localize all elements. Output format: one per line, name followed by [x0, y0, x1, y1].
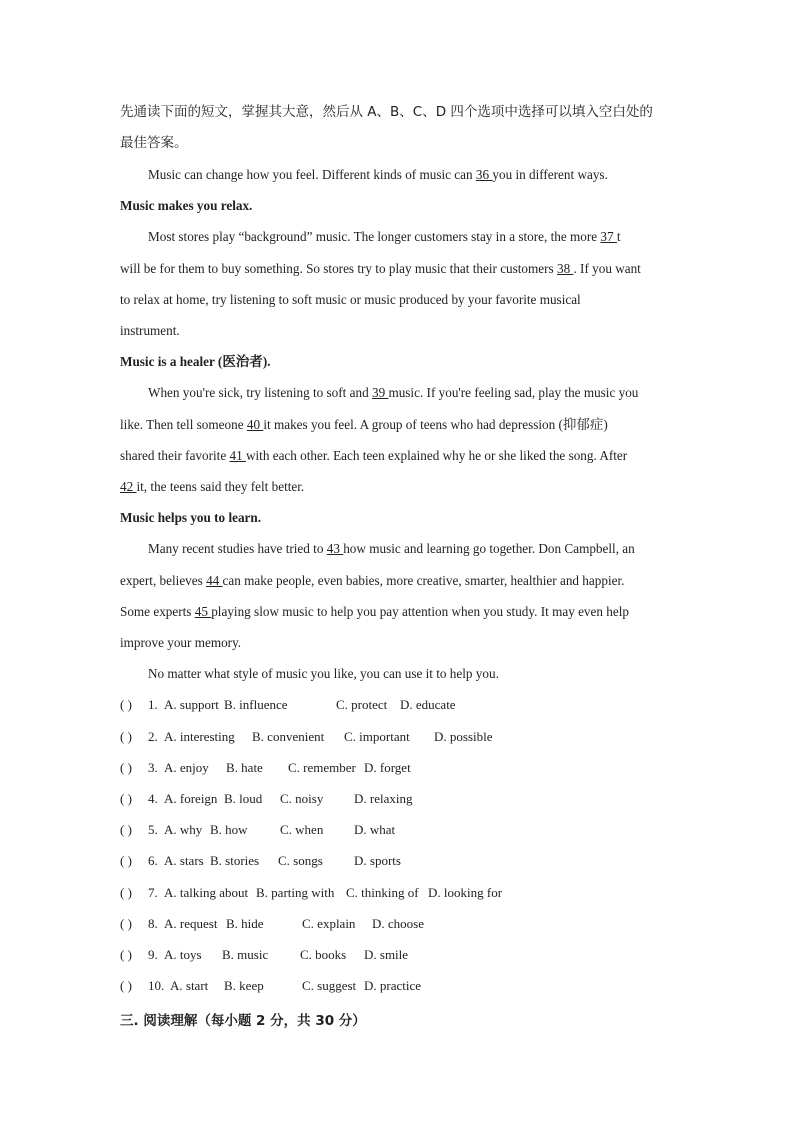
paragraph-3-line-3: Some experts 45 playing slow music to help you pay attention when you study. It may even help	[120, 604, 629, 619]
blank-44: 44	[206, 573, 223, 588]
paragraph-2-line-1: When you're sick, try listening to soft and 39 music. If you're feeling sad, play the music you	[148, 385, 639, 400]
question-row: ( ) 5. A. why B. how C. when D. what	[120, 822, 396, 837]
blank-39: 39	[371, 385, 389, 400]
paragraph-3-line-1: Many recent studies have tried to 43 how music and learning go together. Don Campbell, an	[148, 541, 635, 556]
question-row: ( ) 4. A. foreign B. loud C. noisy D. relaxing	[120, 791, 413, 806]
paragraph-3-line-2: expert, believes 44 can make people, even babies, more creative, smarter, healthier and happier.	[120, 573, 625, 588]
instructions-line-1: 先通读下面的短文，掌握其大意，然后从 A、B、C、D 四个选项中选择可以填入空白处的	[120, 104, 653, 120]
paragraph-2-line-3: shared their favorite 41 with each other. Each teen explained why he or she liked the song. After	[120, 448, 628, 463]
passage-closing: No matter what style of music you like, you can use it to help you.	[148, 666, 499, 681]
paragraph-1-line-1: Most stores play “background” music. The longer customers stay in a store, the more 37 t	[148, 229, 621, 244]
paragraph-1-line-2: will be for them to buy something. So stores try to play music that their customers 38 . If you want	[120, 261, 641, 276]
question-row: ( ) 10. A. start B. keep C. suggest D. practice	[120, 978, 422, 993]
paragraph-1-line-3: to relax at home, try listening to soft music or music produced by your favorite musical	[120, 292, 581, 307]
paragraph-2-line-4: 42 it, the teens said they felt better.	[120, 479, 305, 494]
question-row: ( ) 8. A. request B. hide C. explain D. choose	[120, 916, 424, 931]
question-row: ( ) 2. A. interesting B. convenient C. important D. possible	[120, 729, 493, 744]
blank-36: 36	[475, 167, 493, 182]
blank-41: 41	[229, 448, 246, 463]
instructions-line-2: 最佳答案。	[120, 135, 188, 151]
blank-38: 38	[556, 261, 574, 276]
blank-42: 42	[120, 479, 137, 494]
question-row: ( ) 9. A. toys B. music C. books D. smile	[120, 947, 409, 962]
paragraph-2-line-2: like. Then tell someone 40 it makes you feel. A group of teens who had depression (抑郁症)	[120, 417, 608, 433]
section-3-heading: 三. 阅读理解（每小题 2 分，共 30 分）	[120, 1013, 366, 1029]
blank-37: 37	[600, 229, 617, 244]
question-row: ( ) 1. A. support B. influence C. protect D. educate	[120, 697, 456, 712]
paragraph-3-line-4: improve your memory.	[120, 635, 242, 650]
blank-45: 45	[194, 604, 212, 619]
question-row: ( ) 7. A. talking about B. parting with C. thinking of D. looking for	[120, 885, 503, 900]
question-row: ( ) 6. A. stars B. stories C. songs D. sports	[120, 853, 401, 868]
blank-40: 40	[246, 417, 264, 432]
passage-intro: Music can change how you feel. Different kinds of music can 36 you in different ways.	[148, 167, 608, 182]
heading-relax: Music makes you relax.	[120, 198, 253, 213]
blank-43: 43	[326, 541, 344, 556]
question-row: ( ) 3. A. enjoy B. hate C. remember D. forget	[120, 760, 411, 775]
paragraph-1-line-4: instrument.	[120, 323, 180, 338]
heading-healer: Music is a healer (医治者).	[120, 354, 271, 370]
heading-learn: Music helps you to learn.	[120, 510, 262, 525]
